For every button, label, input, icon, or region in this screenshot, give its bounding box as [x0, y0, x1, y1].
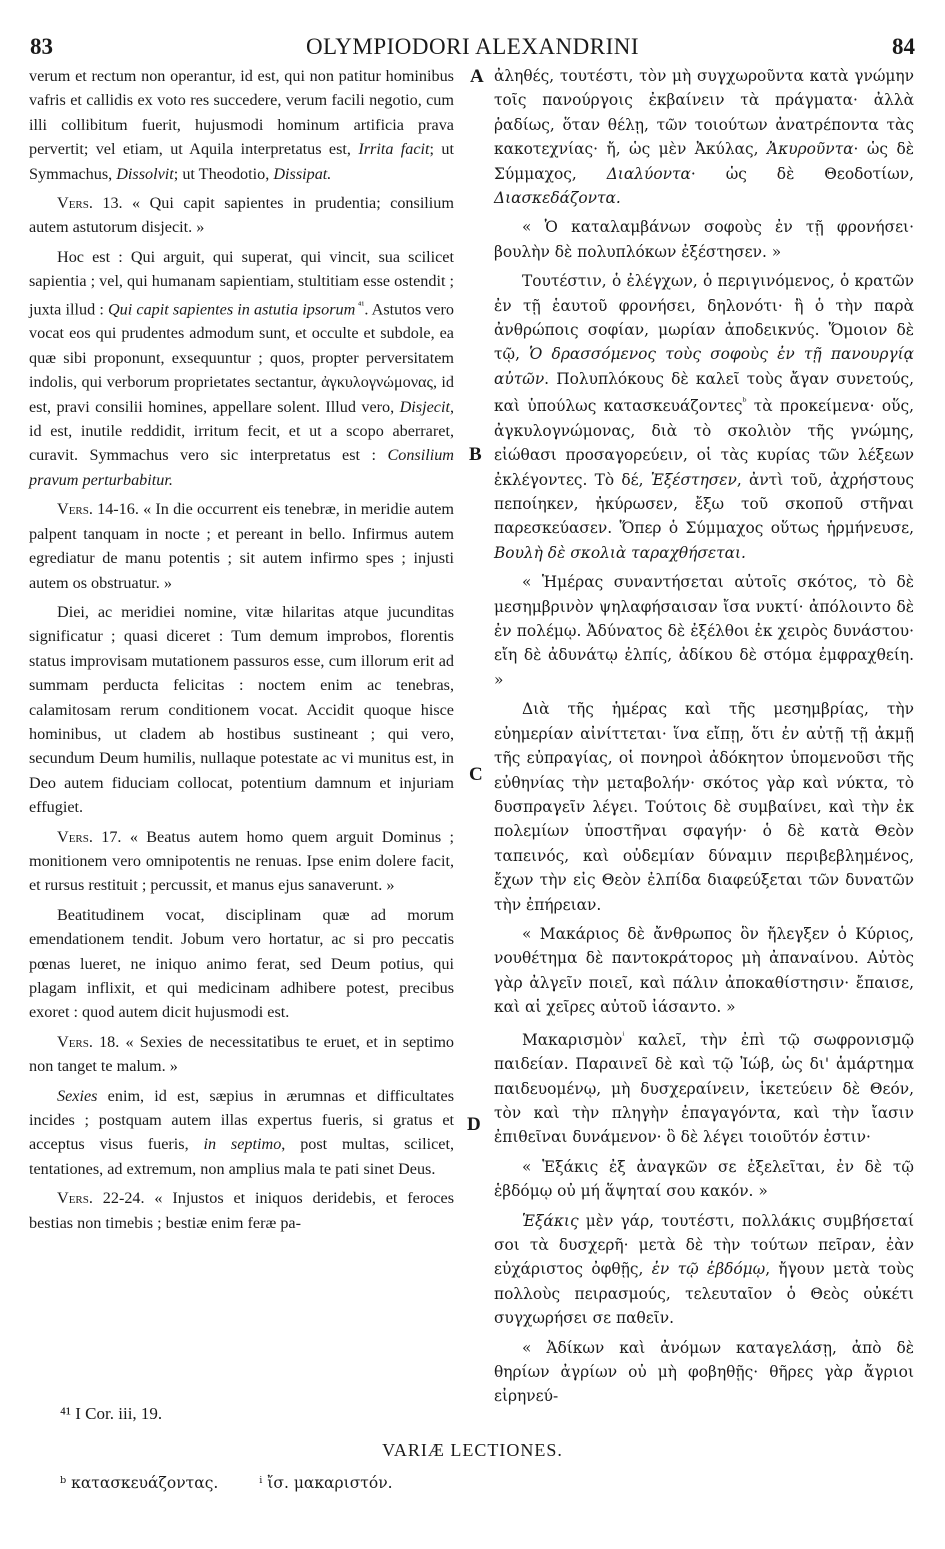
section-marker-b: B: [469, 444, 482, 465]
variae-lectiones-heading: VARIÆ LECTIONES.: [382, 1440, 563, 1460]
section-marker-d: D: [467, 1114, 481, 1135]
verse-18-greek: « Ἑξάκις ἐξ ἀναγκῶν σε ἐξελεῖται, ἐν δὲ τῷ ἑβδόμῳ οὐ μή ἅψηταί σου κακόν. »: [494, 1157, 914, 1201]
greek-paragraph: Διὰ τῆς ἡμέρας καὶ τῆς μεσημβρίας, τὴν εὐημερίαν αἰνίττεται· ἵνα εἴπῃ, ὅτι ἐν αὐτῇ τῇ ἀκμῇ τῆς εὐπραγίας, οἱ πονηροὶ ἀδόκητον ὑπομενοῦσι τῆς εὐθηνίας τὴν μεταβολήν· σκότος γὰρ καὶ νύκτα, τὸ δυσπραγεῖν λέγει. Τούτοις δὲ συμβαίνει, καὶ τὴν ἐκ πολεμίων ὑποστῆναι σφαγήν· ὁ δὲ κατὰ Θεὸν ταπεινός, καὶ οὐδεμίαν δύναμιν περιβεβλημένος, ἔχων τὴν εἰς Θεὸν ἐλπίδα διαφεύξεται τῶν δυνατῶν τὴν ἐπήρειαν.: [494, 700, 914, 914]
verse-17-greek: « Μακάριος δὲ ἄνθρωπος ὃν ἤλεγξεν ὁ Κύριος, νουθέτημα δὲ παντοκράτορος μὴ ἀπαναίνου. Αὐτὸς γὰρ ἀλγεῖν ποιεῖ, καὶ πάλιν ἀποκαθίστησιν· ἔπαισε, καὶ αἱ χεῖρες αὐτοῦ ἰάσαντο. »: [494, 924, 914, 1017]
variant-reading: ᵇ κατασκευάζοντας.: [60, 1474, 219, 1492]
running-title: OLYMPIODORI ALEXANDRINI: [305, 34, 640, 59]
page-number-right: 84: [892, 34, 915, 59]
verse-14-latin: Vers. 14-16. « In die occurrent eis tenebræ, in meridie autem palpent tanquam in nocte ; et pereant in bello. Infirmus autem egrediatur de manu potentis ; sit autem infirmo spes ; injusti autem os obstruatur. »: [29, 500, 454, 592]
latin-paragraph: Sexies enim, id est, sæpius in ærumnas et difficultates incides ; postquam autem illas expertus fueris, si gratus et acceptus visus fueris, in septimo, post multas, scilicet, tentationes, ad extremum, non amplius mala te pati sinet Deus.: [29, 1086, 454, 1178]
verse-13-greek: « Ὁ καταλαμβάνων σοφοὺς ἐν τῇ φρονήσει· βουλὴν δὲ πολυπλόκων ἐξέστησεν. »: [494, 218, 914, 261]
verse-13-latin: Vers. 13. « Qui capit sapientes in prudentia; consilium autem astutorum disjecit. »: [29, 194, 454, 237]
greek-paragraph: Ἑξάκις μὲν γάρ, τουτέστι, πολλάκις συμβήσεταί σοι τὰ δυσχερῆ· μετὰ δὲ τὴν τούτων πεῖραν, ἐὰν εὐχάριστος ὀφθῇς, ἐν τῷ ἑβδόμῳ, ἤγουν μετὰ τοὺς πολλοὺς πειρασμούς, τελευταῖον ὁ Θεὸς οὐκέτι συγχωρήσει σε παθεῖν.: [494, 1211, 914, 1328]
greek-paragraph: ἀληθές, τουτέστι, τὸν μὴ συγχωροῦντα κατὰ γνώμην τοῖς πανούργοις ἐκβαίνειν τὰ πράγματα· ἀλλὰ ῥαδίως, ὅταν θέλῃ, τῶν τοιούτων ἀνατρέποντα τὰς κακοτεχνίας· ἤ, ὡς μὲν Ἀκύλας, Ἀκυροῦντα· ὡς δὲ Σύμμαχος, Διαλύοντα· ὡς δὲ Θεοδοτίων, Διασκεδάζοντα.: [494, 67, 915, 208]
footnote: ⁴¹ I Cor. iii, 19.: [60, 1404, 163, 1423]
latin-paragraph: Hoc est : Qui arguit, qui superat, qui vincit, sua scilicet sapientia ; vel, qui humanam sapientiam, stultitiam esse ostendit ; juxta illud : Qui capit sapientes in astutia ipsorum $^{^{41}}$. Astutos vero vocat eos qui prudentes admodum sunt, et occulte et subdole, ea quæ sibi proponunt, exsequuntur ; quos, propter perversitatem indolis, qui verborum proprietates sectantur, ἀγκυλογνώμονας, id est, pravi consilii homines, appellare solent. Illud vero, Disjecit, id est, inutile reddidit, irritum fecit, et ut a scopo aberraret, curavit. Symmachus vero sic interpretatus est : Consilium pravum perturbabitur.: [29, 247, 455, 489]
running-header: [30, 34, 915, 64]
section-marker-c: C: [469, 764, 483, 785]
greek-paragraph: Μακαρισμὸν$^{^i}$ καλεῖ, τὴν ἐπὶ τῷ σωφρονισμῷ παιδείαν. Παραινεῖ δὲ καὶ τῷ Ἰώβ, ὡς δι' ἁμάρτημα παιδευομένῳ, μὴ δυσχεραίνειν, ἱκετεύειν δὲ Θεόν, τὸν καὶ τὴν πληγὴν ἐπαγαγόντα, καὶ τὴν ἴασιν ἐπιθεῖναι δυνάμενον· ὃ δὲ λέγει τοιοῦτόν ἐστιν·: [494, 1030, 914, 1147]
verse-18-latin: Vers. 18. « Sexies de necessitatibus te eruet, et in septimo non tanget te malum. »: [29, 1032, 455, 1076]
verse-22-latin: Vers. 22-24. « Injustos et iniquos deridebis, et feroces bestias non timebis ; bestiæ enim feræ pa-: [29, 1189, 454, 1232]
verse-22-greek: « Ἀδίκων καὶ ἀνόμων καταγελάσῃ, ἀπὸ δὲ θηρίων ἀγρίων οὐ μὴ φοβηθῇς· θῆρες γὰρ ἄγριοι εἰρηνεύ-: [494, 1338, 914, 1406]
verse-14-greek: « Ἡμέρας συναντήσεται αὐτοῖς σκότος, τὸ δὲ μεσημβρινὸν ψηλαφήσαισαν ἴσα νυκτί· ἀπόλοιντο δὲ ἐν πολέμῳ. Ἀδύνατος δὲ ἐξέλθοι ἐκ χειρὸς δυνάστου· εἴη δὲ ἀδυνάτῳ ἐλπίς, ἀδίκου δὲ στόμα ἐμφραχθείη. »: [494, 573, 914, 689]
latin-paragraph: verum et rectum non operantur, id est, qui non patitur hominibus vafris et callidis ex voto res succedere, verum facili negotio, cum illi collibitum fuerit, hujusmodi hominum artificia prava pervertit; vel etiam, ut Aquila interpretatus est, Irrita facit; ut Symmachus, Dissolvit; ut Theodotio, Dissipat.: [29, 67, 454, 183]
latin-paragraph: Diei, ac meridiei nomine, vitæ hilaritas atque jucunditas significatur ; quasi diceret : Tum demum improbos, florentis status improvisam mutationem passuros esse, cum illorum erit ad summam perducta felicitas : noctem enim ac tenebras, calamitosam rerum conditionem vocat. Accidit quoque hisce hominibus, ut cladem ab hostibus sustineant ; qui vero, secundum Deum humilis, nullaque potestate ac vi munitus est, in Deo autem fiduciam collocat, potentium damnum et injuriam effugiet.: [29, 602, 454, 817]
greek-paragraph: Τουτέστιν, ὁ ἐλέγχων, ὁ περιγινόμενος, ὁ κρατῶν ἐν τῇ ἑαυτοῦ φρονήσει, δηλονότι· ἢ ὁ τὴν παρὰ ἀνθρώποις σοφίαν, μωρίαν ἀποδεικνύς. Ὅμοιον δὲ τῷ, Ὁ δρασσόμενος τοὺς σοφοὺς ἐν τῇ πανουργίᾳ αὐτῶν. Πολυπλόκους δὲ καλεῖ τοὺς ἄγαν συνετούς, καὶ ὑπούλως κατασκευάζοντες$^ᵇ$ τὰ προκείμενα· οὕς, ἀγκυλογνώμονας, διὰ τὸ σκολιὸν τῆς γνώμης, εἰώθασι προσαγορεύειν, οἱ τὰς κυρίας τῶν λέξεων ἐκλέγοντες. Τὸ δέ, Ἐξέστησεν, ἀντὶ τοῦ, ἀχρήστους πεποίηκεν, ἠκύρωσεν, ἔξω τοῦ σκοποῦ στῆναι παρεσκεύασεν. Ὅπερ ὁ Σύμμαχος οὕτως ἡρμήνευσε, Βουλὴ δὲ σκολιὰ ταραχθήσεται.: [494, 272, 914, 562]
page-number-left: 83: [30, 34, 53, 59]
variae-lectiones-list: [60, 1474, 429, 1492]
latin-column: [29, 64, 454, 1240]
greek-column: [494, 64, 914, 1414]
variant-reading: ⁱ ἴσ. μακαριστόν.: [259, 1474, 393, 1492]
section-marker-a: A: [470, 66, 484, 87]
latin-paragraph: Beatitudinem vocat, disciplinam quæ ad morum emendationem tendit. Jobum vero hortatur, ac si pro peccatis pœnas lueret, ne iniquo animo ferat, sed Deum potius, qui plagam inflixit, et qui medicinam adhibere potest, precibus exoret : quod autem dicit hujusmodi est.: [29, 905, 454, 1022]
verse-17-latin: Vers. 17. « Beatus autem homo quem arguit Dominus ; monitionem vero omnipotentis ne renuas. Ipse enim dolere facit, et rursus restituit ; percussit, et manus ejus sanaverunt. »: [29, 827, 454, 895]
